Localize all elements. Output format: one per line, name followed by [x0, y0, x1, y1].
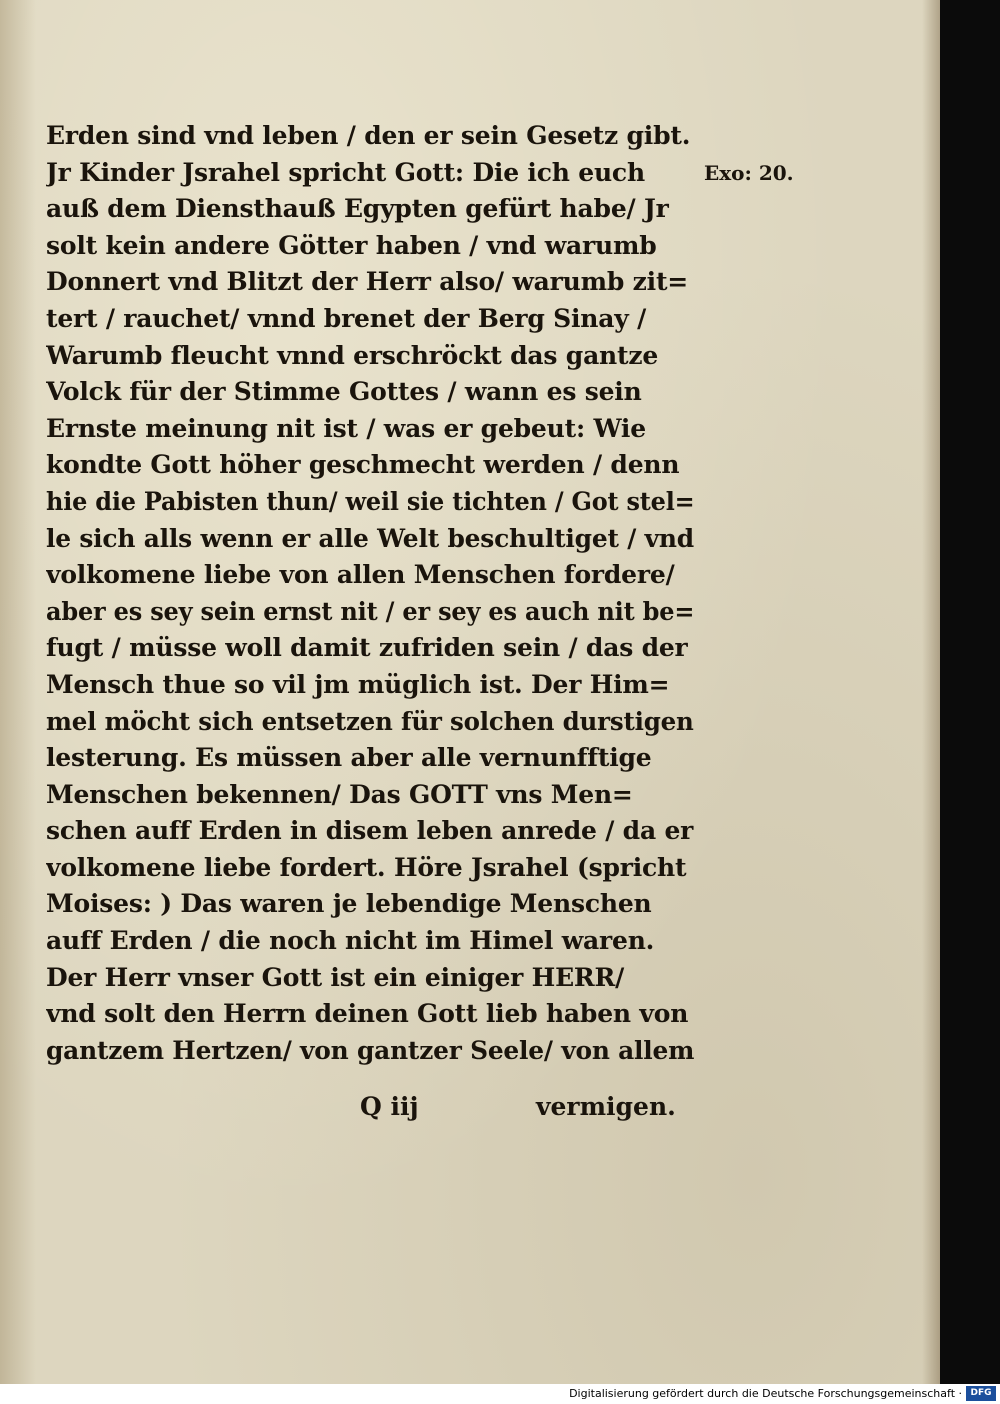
text-line: volkomene liebe von allen Menschen fordere/	[46, 560, 675, 590]
text-line: Warumb fleucht vnnd erschröckt das gantze	[46, 340, 659, 370]
text-line: Ernste meinung nit ist / was er gebeut: Wie	[46, 413, 646, 443]
text-line: Mensch thue so vil jm müglich ist. Der Him=	[46, 669, 670, 699]
text-line: Der Herr vnser Gott ist ein einiger HERR/	[46, 962, 625, 992]
text-line: volkomene liebe fordert. Höre Jsrahel (spricht	[46, 852, 687, 882]
marginal-note: Exo: 20.	[704, 161, 794, 185]
text-line: Volck für der Stimme Gottes / wann es sein	[46, 377, 642, 407]
text-line: lesterung. Es müssen aber alle vernunfftige	[46, 743, 652, 773]
text-line: kondte Gott höher geschmecht werden / denn	[46, 450, 680, 480]
text-line: hie die Pabisten thun/ weil sie tichten / Got stel=	[46, 486, 695, 516]
catchword: vermigen.	[536, 1092, 676, 1121]
text-line: tert / rauchet/ vnnd brenet der Berg Sinay /	[46, 303, 647, 333]
text-line: auß dem Diensthauß Egypten gefürt habe/ Jr	[46, 194, 669, 224]
footer-bar	[0, 1384, 1000, 1404]
text-line: Moises: ) Das waren je lebendige Menschen	[46, 889, 652, 919]
text-line: vnd solt den Herrn deinen Gott lieb haben von	[46, 999, 689, 1029]
gutter-shadow	[0, 0, 36, 1384]
text-line: gantzem Hertzen/ von gantzer Seele/ von allem	[46, 1035, 695, 1065]
text-line: Erden sind vnd leben / den er sein Gesetz gibt.	[46, 121, 691, 150]
text-line: aber es sey sein ernst nit / er sey es auch nit be=	[46, 596, 695, 626]
dfg-logo-icon: DFG	[966, 1386, 996, 1401]
text-line: auff Erden / die noch nicht im Himel waren.	[46, 926, 655, 956]
text-line: mel möcht sich entsetzen für solchen durstigen	[46, 706, 694, 736]
text-line: schen auff Erden in disem leben anrede / da er	[46, 816, 694, 846]
text-line: le sich alls wenn er alle Welt beschultiget / vnd	[46, 523, 694, 553]
text-line: Menschen bekennen/ Das GOTT vns Men=	[46, 779, 633, 809]
body-text	[46, 118, 694, 1069]
text-line: Jr Kinder Jsrahel spricht Gott: Die ich euch	[46, 157, 645, 187]
page-edge-shadow	[922, 0, 940, 1384]
text-line: solt kein andere Götter haben / vnd warumb	[46, 230, 657, 260]
funding-credit: Digitalisierung gefördert durch die Deutsche Forschungsgemeinschaft ·	[569, 1387, 962, 1400]
text-line: Donnert vnd Blitzt der Herr also/ warumb zit=	[46, 267, 689, 297]
signature-mark: Q iij	[360, 1092, 419, 1121]
text-line: fugt / müsse woll damit zufriden sein / das der	[46, 633, 688, 663]
